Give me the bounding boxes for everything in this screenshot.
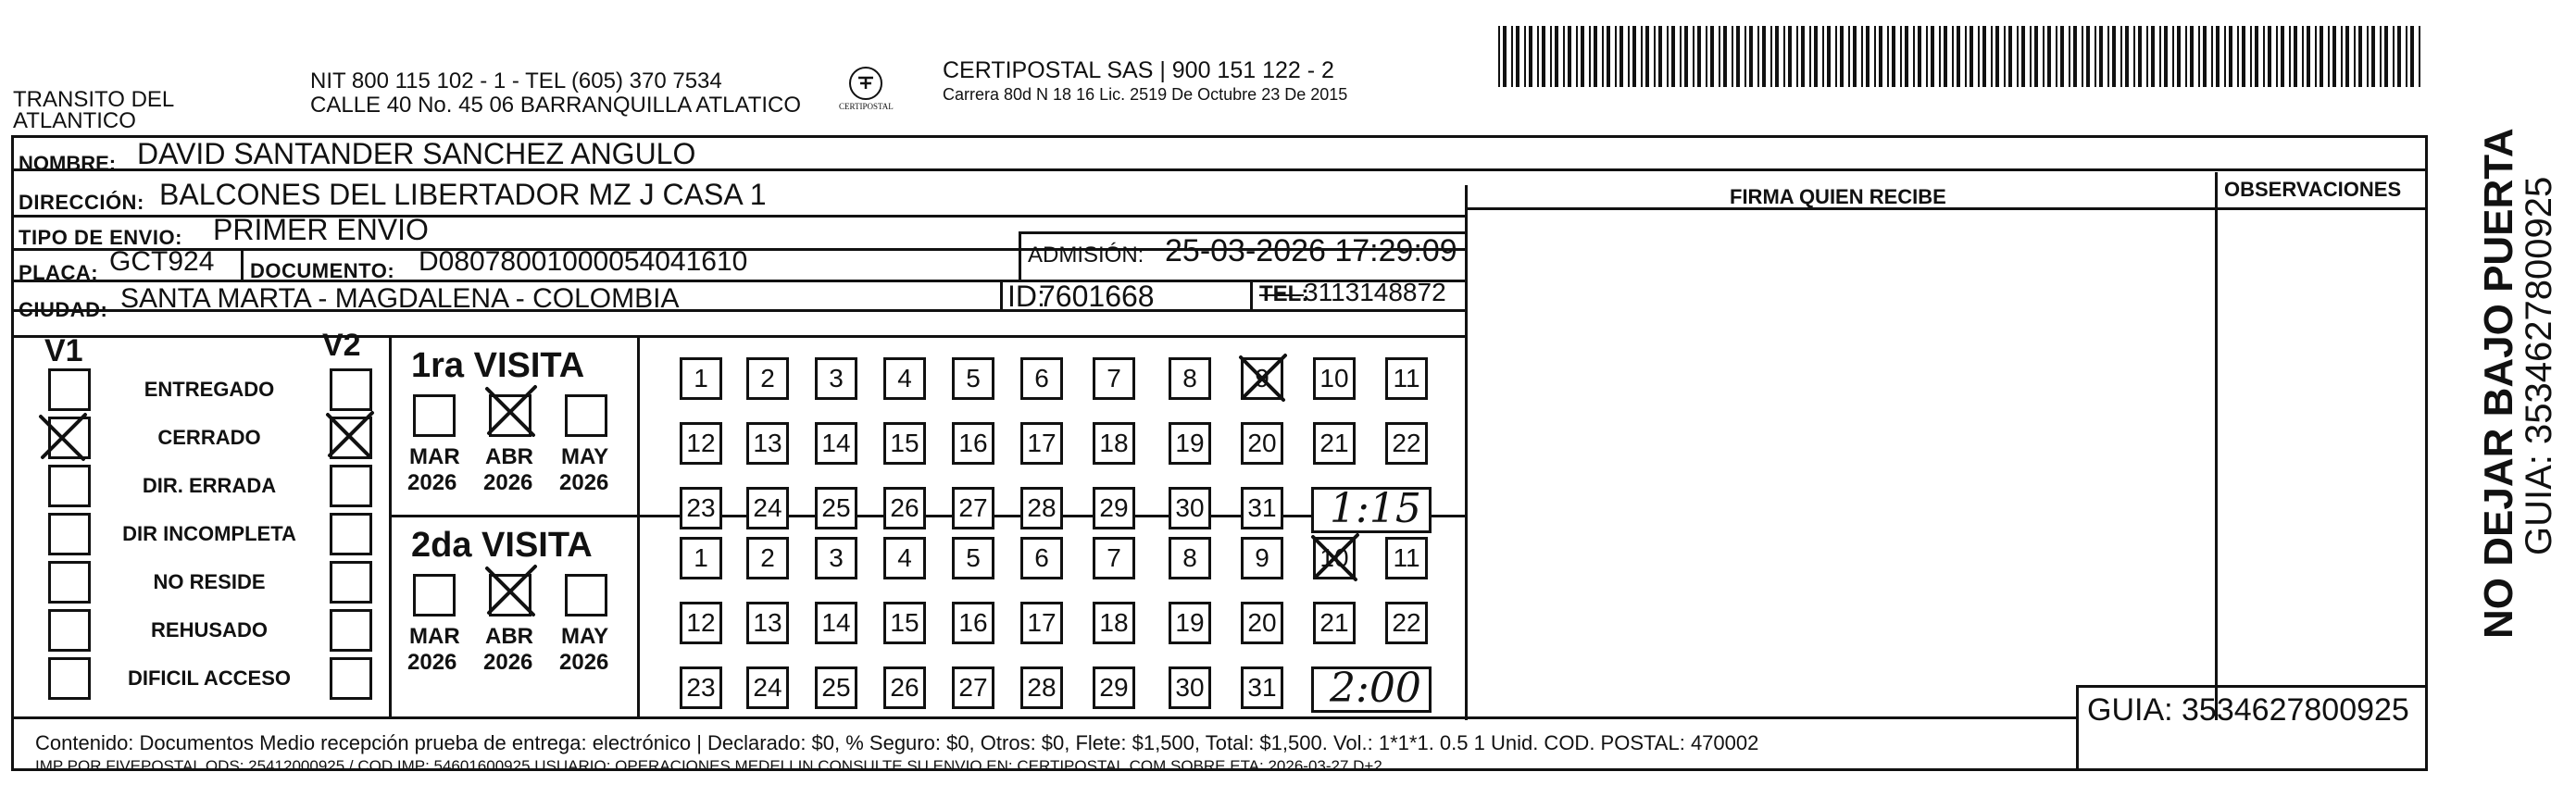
barcode-bar [2332,26,2336,87]
tel-label: TEL: [1259,281,1309,306]
barcode-bar [2159,26,2161,87]
direccion-value: BALCONES DEL LIBERTADOR MZ J CASA 1 [159,178,767,211]
v1-checkbox[interactable] [48,609,91,652]
barcode-bar [1853,26,1857,87]
day-box[interactable]: 28 [1020,666,1063,709]
day-box[interactable]: 17 [1020,422,1063,465]
barcode-bar [2043,26,2045,87]
barcode-bar [1732,26,1733,87]
barcode-bar [1879,26,1882,87]
day-box[interactable]: 22 [1385,422,1428,465]
documento-label: DOCUMENTO: [250,259,395,282]
day-box[interactable]: 14 [815,602,857,644]
day-box[interactable]: 21 [1313,602,1356,644]
day-box[interactable]: 18 [1093,422,1135,465]
barcode-bar [1822,26,1824,87]
day-box[interactable]: 3 [815,537,857,579]
barcode-bar [1654,26,1656,87]
observaciones-area[interactable] [2218,210,2425,717]
day-box[interactable]: 29 [1093,487,1135,529]
status-label: NO RESIDE [153,570,266,593]
barcode-bar [1529,26,1532,87]
admision-label: ADMISIÓN: [1028,243,1144,268]
v2-checkbox[interactable] [330,657,372,700]
barcode-bar [2406,26,2407,87]
day-box[interactable]: 16 [952,422,994,465]
day-box[interactable]: 12 [680,602,722,644]
barcode-bar [1757,26,1759,87]
firma-area[interactable] [1468,210,2212,717]
barcode-bar [1550,26,1552,87]
barcode-bar [2268,26,2271,87]
day-box[interactable]: 27 [952,666,994,709]
month-name: ABR [485,444,533,469]
month-checkbox[interactable] [413,394,456,437]
day-box[interactable]: 16 [952,602,994,644]
barcode-bar [1905,26,1908,87]
barcode-bar [1641,26,1643,87]
barcode-bar [1809,26,1811,87]
id-label: ID: [1007,280,1045,313]
barcode-bar [1866,26,1869,87]
day-box[interactable]: 10 [1313,357,1356,400]
imp-line: IMP POR FIVEPOSTAL ODS: 25412000925 / COD.IMP: 54601600925 USUARIO: OPERACIONES MEDELLIN CONSULTE SU ENVIO EN: CERTIPOSTAL.COM SOBRE ETA: 2026-03-27 D+2 [35,757,1382,775]
v1-checkbox[interactable] [48,513,91,555]
barcode-bar [1749,26,1753,87]
barcode-bar [2384,26,2388,87]
barcode-bar [1848,26,1850,87]
barcode-bar [1671,26,1675,87]
v2-checkbox[interactable] [330,561,372,604]
barcode-bar [2315,26,2317,87]
day-box[interactable]: 27 [952,487,994,529]
barcode-bar [2073,26,2077,87]
status-label: REHUSADO [151,618,268,641]
barcode-bar [2190,26,2194,87]
barcode-bar [2237,26,2239,87]
address-line: CALLE 40 No. 45 06 BARRANQUILLA ATLATICO [310,93,802,118]
barcode-bar [1594,26,1597,87]
month-year: 2026 [483,650,533,675]
ciudad-value: SANTA MARTA - MAGDALENA - COLOMBIA [120,283,680,314]
day-box[interactable]: 12 [680,422,722,465]
barcode-bar [1944,26,1947,87]
barcode-bar [2289,26,2291,87]
barcode-bar [2281,26,2284,87]
barcode-bar [1632,26,1636,87]
day-check-mark [1237,352,1289,404]
barcode-bar [2185,26,2187,87]
barcode-bar [2125,26,2129,87]
day-box[interactable]: 2 [746,357,789,400]
barcode [1498,26,2424,87]
side-guia: GUIA: 3534627800925 [2519,176,2559,555]
day-box[interactable]: 28 [1020,487,1063,529]
barcode-bar [1835,26,1837,87]
day-box[interactable]: 25 [815,666,857,709]
day-box[interactable]: 18 [1093,602,1135,644]
barcode-bar [1995,26,1999,87]
barcode-bar [1887,26,1889,87]
certipostal-logo [833,63,898,118]
month-year: 2026 [559,650,609,675]
direccion-label: DIRECCIÓN: [19,191,144,214]
barcode-bar [2410,26,2414,87]
v1-checkbox[interactable] [48,561,91,604]
barcode-bar [2255,26,2258,87]
day-box[interactable]: 2 [746,537,789,579]
barcode-bar [2017,26,2019,87]
month-name: MAR [409,444,460,469]
barcode-bar [2177,26,2181,87]
v2-check-mark [324,409,376,461]
day-box[interactable]: 5 [952,537,994,579]
barcode-bar [1667,26,1669,87]
v1-checkbox[interactable] [48,368,91,411]
barcode-bar [1697,26,1701,87]
day-box[interactable]: 13 [746,602,789,644]
month-check-mark [483,383,539,439]
logo-wordmark: CERTIPOSTAL [839,102,894,111]
barcode-bar [2095,26,2096,87]
day-box[interactable]: 7 [1093,537,1135,579]
barcode-bar [2341,26,2343,87]
barcode-bar [1524,26,1526,87]
day-box[interactable]: 19 [1169,422,1211,465]
day-box[interactable]: 4 [883,537,926,579]
barcode-bar [1770,26,1772,87]
side-warning: NO DEJAR BAJO PUERTA [2476,128,2521,639]
day-box[interactable]: 25 [815,487,857,529]
barcode-bar [1581,26,1584,87]
day-box[interactable]: 24 [746,487,789,529]
ciudad-label: CIUDAD: [19,298,108,321]
barcode-bar [1991,26,1993,87]
barcode-bar [1952,26,1954,87]
barcode-bar [2030,26,2032,87]
day-box[interactable]: 23 [680,666,722,709]
barcode-bar [1602,26,1604,87]
month-checkbox[interactable] [413,574,456,616]
visit-title: 1ra VISITA [411,346,585,385]
firma-label: FIRMA QUIEN RECIBE [1730,185,1946,208]
nombre-value: DAVID SANTANDER SANCHEZ ANGULO [137,137,696,170]
barcode-bar [1516,26,1519,87]
barcode-bar [1982,26,1986,87]
barcode-bar [2112,26,2116,87]
barcode-bar [2146,26,2148,87]
barcode-bar [1762,26,1766,87]
barcode-bar [2120,26,2122,87]
barcode-bar [2198,26,2200,87]
status-label: CERRADO [157,426,261,449]
v1-check-mark [37,411,89,463]
day-box[interactable]: 24 [746,666,789,709]
barcode-bar [1563,26,1565,87]
barcode-bar [2294,26,2297,87]
barcode-bar [1693,26,1694,87]
day-box[interactable]: 19 [1169,602,1211,644]
guia-box-value: GUIA: 3534627800925 [2087,692,2409,728]
month-check-mark [483,563,539,618]
barcode-bar [1744,26,1746,87]
barcode-bar [1775,26,1779,87]
barcode-bar [2328,26,2330,87]
v2-checkbox[interactable] [330,609,372,652]
barcode-bar [2082,26,2083,87]
barcode-bar [2034,26,2038,87]
barcode-bar [2229,26,2232,87]
v2-checkbox[interactable] [330,513,372,555]
v2-label: V2 [322,328,361,363]
day-box[interactable]: 15 [883,602,926,644]
day-box[interactable]: 6 [1020,357,1063,400]
id-value: 7601668 [1039,280,1155,313]
barcode-bar [2004,26,2006,87]
day-box[interactable]: 7 [1093,357,1135,400]
barcode-bar [1926,26,1928,87]
day-box[interactable]: 22 [1385,602,1428,644]
barcode-bar [2263,26,2265,87]
barcode-bar [1537,26,1539,87]
barcode-bar [1970,26,1973,87]
nombre-label: NOMBRE: [19,152,117,175]
barcode-bar [1615,26,1617,87]
barcode-bar [1801,26,1805,87]
company-name-line2: ATLANTICO [13,108,136,133]
day-box[interactable]: 21 [1313,422,1356,465]
day-box[interactable]: 14 [815,422,857,465]
month-name: ABR [485,624,533,649]
month-year: 2026 [407,470,457,495]
placa-label: PLACA: [19,261,99,284]
day-box[interactable]: 6 [1020,537,1063,579]
barcode-bar [1628,26,1630,87]
barcode-bar [2302,26,2304,87]
tipo-envio-label: TIPO DE ENVIO: [19,226,182,249]
barcode-bar [1796,26,1798,87]
barcode-bar [2358,26,2362,87]
barcode-bar [2086,26,2090,87]
barcode-bar [2069,26,2070,87]
barcode-bar [1861,26,1863,87]
barcode-bar [2138,26,2142,87]
day-box[interactable]: 3 [815,357,857,400]
day-box[interactable]: 15 [883,422,926,465]
day-box[interactable]: 8 [1169,357,1211,400]
month-year: 2026 [559,470,609,495]
barcode-bar [2164,26,2168,87]
day-box[interactable]: 30 [1169,487,1211,529]
month-name: MAR [409,624,460,649]
barcode-bar [1913,26,1915,87]
barcode-bar [1788,26,1792,87]
barcode-bar [2021,26,2025,87]
barcode-bar [1918,26,1921,87]
barcode-bar [1706,26,1707,87]
tel-value: 3113148872 [1304,278,1446,306]
day-box[interactable]: 20 [1241,422,1283,465]
barcode-bar [2320,26,2323,87]
barcode-bar [2345,26,2349,87]
barcode-bar [1619,26,1623,87]
barcode-bar [2224,26,2226,87]
barcode-bar [2367,26,2369,87]
day-box[interactable]: 1 [680,537,722,579]
barcode-bar [1555,26,1558,87]
barcode-bar [1900,26,1902,87]
barcode-bar [1840,26,1844,87]
day-box[interactable]: 31 [1241,666,1283,709]
barcode-bar [2060,26,2064,87]
month-checkbox[interactable] [565,394,607,437]
barcode-bar [1511,26,1513,87]
day-box[interactable]: 17 [1020,602,1063,644]
barcode-bar [2172,26,2174,87]
placa-value: GCT924 [109,246,215,277]
barcode-bar [1607,26,1610,87]
handwritten-time: 1:15 [1330,485,1421,532]
barcode-bar [2250,26,2252,87]
day-box[interactable]: 9 [1241,537,1283,579]
month-name: MAY [561,444,609,469]
documento-value: D08078001000054041610 [419,246,748,277]
barcode-bar [1542,26,1545,87]
barcode-bar [1957,26,1960,87]
barcode-bar [2099,26,2103,87]
barcode-bar [1719,26,1720,87]
month-year: 2026 [483,470,533,495]
day-box[interactable]: 4 [883,357,926,400]
v1-label: V1 [44,333,83,368]
day-box[interactable]: 31 [1241,487,1283,529]
barcode-bar [1589,26,1591,87]
admision-value: 25-03-2026 17:29:09 [1165,233,1457,268]
day-box[interactable]: 30 [1169,666,1211,709]
barcode-bar [1965,26,1967,87]
month-name: MAY [561,624,609,649]
barcode-bar [1680,26,1682,87]
barcode-bar [2242,26,2245,87]
barcode-bar [2419,26,2420,87]
barcode-bar [1710,26,1714,87]
courier-line: CERTIPOSTAL SAS | 900 151 122 - 2 [943,57,1334,83]
barcode-bar [1931,26,1934,87]
visit-title: 2da VISITA [411,526,593,565]
month-year: 2026 [407,650,457,675]
barcode-bar [2008,26,2012,87]
month-checkbox[interactable] [565,574,607,616]
tel-strike [1259,294,1304,296]
barcode-bar [1723,26,1727,87]
barcode-bar [1576,26,1578,87]
barcode-bar [1978,26,1980,87]
barcode-bar [1568,26,1571,87]
status-label: DIFICIL ACCESO [127,666,291,690]
barcode-bar [2047,26,2051,87]
barcode-bar [1684,26,1688,87]
v1-checkbox[interactable] [48,657,91,700]
barcode-bar [2151,26,2155,87]
company-name-line1: TRANSITO DEL [13,87,175,112]
handwritten-time: 2:00 [1330,665,1421,712]
day-box[interactable]: 29 [1093,666,1135,709]
barcode-bar [2056,26,2057,87]
barcode-bar [2307,26,2310,87]
day-box[interactable]: 8 [1169,537,1211,579]
day-box[interactable]: 13 [746,422,789,465]
day-box[interactable]: 23 [680,487,722,529]
barcode-bar [1503,26,1507,87]
day-box[interactable]: 5 [952,357,994,400]
barcode-bar [1736,26,1740,87]
status-label: ENTREGADO [144,378,275,401]
day-box[interactable]: 26 [883,666,926,709]
v2-checkbox[interactable] [330,368,372,411]
observaciones-label: OBSERVACIONES [2224,178,2402,201]
barcode-bar [1658,26,1662,87]
barcode-bar [2380,26,2382,87]
day-box[interactable]: 1 [680,357,722,400]
barcode-bar [1814,26,1818,87]
barcode-bar [2371,26,2375,87]
day-box[interactable]: 20 [1241,602,1283,644]
day-box[interactable]: 11 [1385,537,1428,579]
barcode-bar [2107,26,2109,87]
day-box[interactable]: 26 [883,487,926,529]
license-line: Carrera 80d N 18 16 Lic. 2519 De Octubre 23 De 2015 [943,85,1348,104]
barcode-bar [2216,26,2220,87]
barcode-bar [1892,26,1895,87]
barcode-bar [2133,26,2135,87]
day-check-mark [1309,531,1361,583]
barcode-bar [2211,26,2213,87]
status-label: DIR INCOMPLETA [122,522,296,545]
nit-line: NIT 800 115 102 - 1 - TEL (605) 370 7534 [310,68,722,93]
contenido-line: Contenido: Documentos Medio recepción prueba de entrega: electrónico | Declarado: $0, % Seguro: $0, Otros: $0, Flete: $1,500, Total: $1,500. Vol.: 1*1*1. 0.5 1 Unid. COD. POSTAL: 470002 [35,731,1759,754]
barcode-bar [1645,26,1649,87]
v1-checkbox[interactable] [48,465,91,507]
barcode-bar [2276,26,2278,87]
barcode-bar [1827,26,1831,87]
day-box[interactable]: 10 [1313,537,1356,579]
barcode-bar [2354,26,2356,87]
barcode-bar [1783,26,1785,87]
tipo-envio-value: PRIMER ENVIO [213,213,429,246]
barcode-bar [1939,26,1941,87]
v2-checkbox[interactable] [330,465,372,507]
barcode-bar [2397,26,2401,87]
barcode-bar [2203,26,2207,87]
day-box[interactable]: 9 [1241,357,1283,400]
status-label: DIR. ERRADA [142,474,277,497]
day-box[interactable]: 11 [1385,357,1428,400]
barcode-bar [2393,26,2395,87]
barcode-bar [1874,26,1876,87]
barcode-bar [1498,26,1500,87]
